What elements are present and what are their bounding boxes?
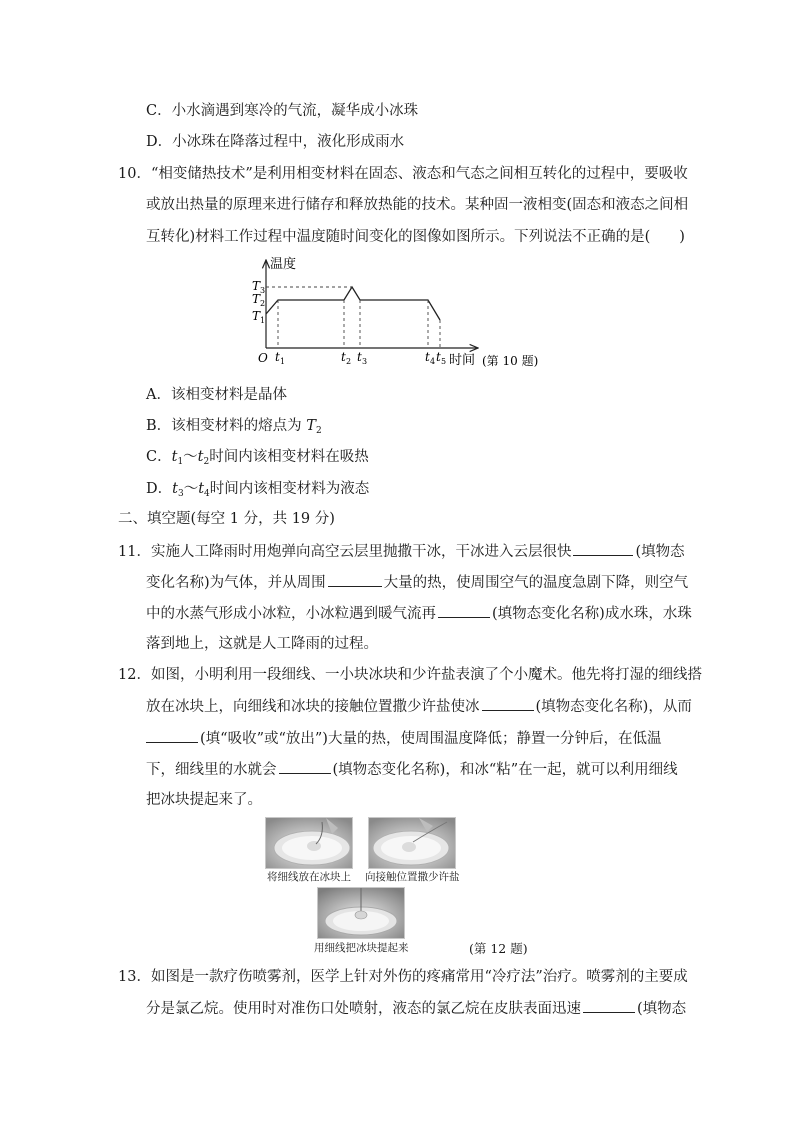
tick-label-T1 [252, 309, 265, 325]
svg-text:2: 2 [346, 357, 352, 366]
answer-blank[interactable] [328, 572, 382, 587]
q10-line-2: 或放出热量的原理来进行储存和释放热能的技术。某种固一液相变(固态和液态之间相 [146, 197, 689, 213]
q10-line-1 [118, 164, 688, 184]
svg-text:T: T [252, 292, 261, 306]
q12-line-1: 12．如图，小明利用一段细线、一小块冰块和少许盐表演了个小魔术。他先将打湿的细线搭 [118, 667, 702, 683]
section-2-heading: 二、填空题(每空 1 分，共 19 分) [118, 511, 335, 527]
q12-line-3: (填“吸收”或“放出”)大量的热，使周围温度降低；静置一分钟后，在低温 [146, 728, 661, 749]
tick-label-t2 [341, 350, 351, 366]
photo-sprinkle-salt [368, 817, 456, 869]
svg-text:T: T [252, 279, 261, 293]
y-axis-label: 温度 [270, 257, 297, 272]
svg-text:T: T [252, 309, 261, 323]
tick-label-t5 [436, 350, 446, 366]
q12-line-4: 下，细线里的水就会 (填物态变化名称)，和冰“粘”在一起，就可以利用细线 [146, 759, 678, 780]
q10-figure-caption: (第 10 题) [482, 354, 539, 368]
svg-text:1: 1 [280, 357, 286, 366]
q10-option-c: C．$t_1\sim t_2$时间内该相变材料在吸热 [146, 449, 369, 467]
q11-line-4: 落到地上，这就是人工降雨的过程。 [146, 636, 378, 652]
answer-blank[interactable] [146, 728, 198, 743]
q9-option-d: D．小冰珠在降落过程中，液化形成雨水 [146, 134, 405, 150]
svg-text:t: t [341, 350, 346, 364]
photo-caption-3: 用细线把冰块提起来 [314, 942, 409, 954]
photo-caption-1: 将细线放在冰块上 [267, 871, 351, 883]
q9-option-c: C．小水滴遇到寒冷的气流，凝华成小冰珠 [146, 103, 419, 119]
answer-blank[interactable] [438, 603, 490, 618]
q12-line-2: 放在冰块上，向细线和冰块的接触位置撒少许盐使冰 (填物态变化名称)，从而 [146, 696, 692, 717]
tick-label-t1 [275, 350, 285, 366]
tick-label-t4 [425, 350, 435, 366]
q12-figure-caption: (第 12 题) [469, 941, 528, 956]
answer-blank[interactable] [583, 998, 635, 1013]
svg-text:1: 1 [260, 316, 266, 325]
svg-text:t: t [275, 350, 280, 364]
q10-option-d: D．$t_3\sim t_4$时间内该相变材料为液态 [146, 481, 370, 499]
q12-line-5: 把冰块提起来了。 [146, 792, 262, 808]
svg-text:t: t [436, 350, 441, 364]
q10-text-1: “相变储热技术”是利用相变材料在固态、液态和气态之间相互转化的过程中，要吸收 [150, 166, 688, 182]
origin-label: O [258, 351, 268, 365]
svg-text:3: 3 [260, 286, 266, 295]
q10-option-a: A．该相变材料是晶体 [146, 387, 287, 403]
x-axis-label: 时间 [449, 353, 476, 368]
photo-thread-on-ice [265, 817, 353, 869]
photo-lift-ice [317, 887, 405, 939]
q11-line-1: 11．实施人工降雨时用炮弹向高空云层里抛撒干冰，干冰进入云层很快 (填物态 [118, 541, 685, 562]
svg-text:5: 5 [441, 357, 447, 366]
q10-line-3: 互转化)材料工作过程中温度随时间变化的图像如图所示。下列说法不正确的是( ) [146, 229, 685, 245]
svg-text:2: 2 [260, 299, 266, 308]
answer-blank[interactable] [279, 759, 331, 774]
svg-text:t: t [425, 350, 430, 364]
q10-temperature-time-graph [246, 254, 546, 374]
q10-option-b: B．该相变材料的熔点为 $T_2$ [146, 418, 322, 436]
q13-line-1: 13．如图是一款疗伤喷雾剂，医学上针对外伤的疼痛常用“冷疗法”治疗。喷雾剂的主要成 [118, 969, 688, 985]
svg-text:3: 3 [362, 357, 368, 366]
question-number: 10． [118, 166, 151, 182]
q11-line-3: 中的水蒸气形成小冰粒，小冰粒遇到暖气流再 (填物态变化名称)成水珠，水珠 [146, 603, 692, 624]
svg-text:t: t [357, 350, 362, 364]
q11-line-2: 变化名称)为气体，并从周围 大量的热，使周围空气的温度急剧下降，则空气 [146, 572, 688, 593]
temperature-curve [266, 287, 440, 320]
q13-line-2: 分是氯乙烷。使用时对准伤口处喷射，液态的氯乙烷在皮肤表面迅速 (填物态 [146, 998, 686, 1019]
tick-label-t3 [357, 350, 367, 366]
answer-blank[interactable] [573, 541, 633, 556]
answer-blank[interactable] [482, 696, 534, 711]
svg-text:4: 4 [430, 357, 436, 366]
photo-caption-2: 向接触位置撒少许盐 [365, 871, 460, 883]
